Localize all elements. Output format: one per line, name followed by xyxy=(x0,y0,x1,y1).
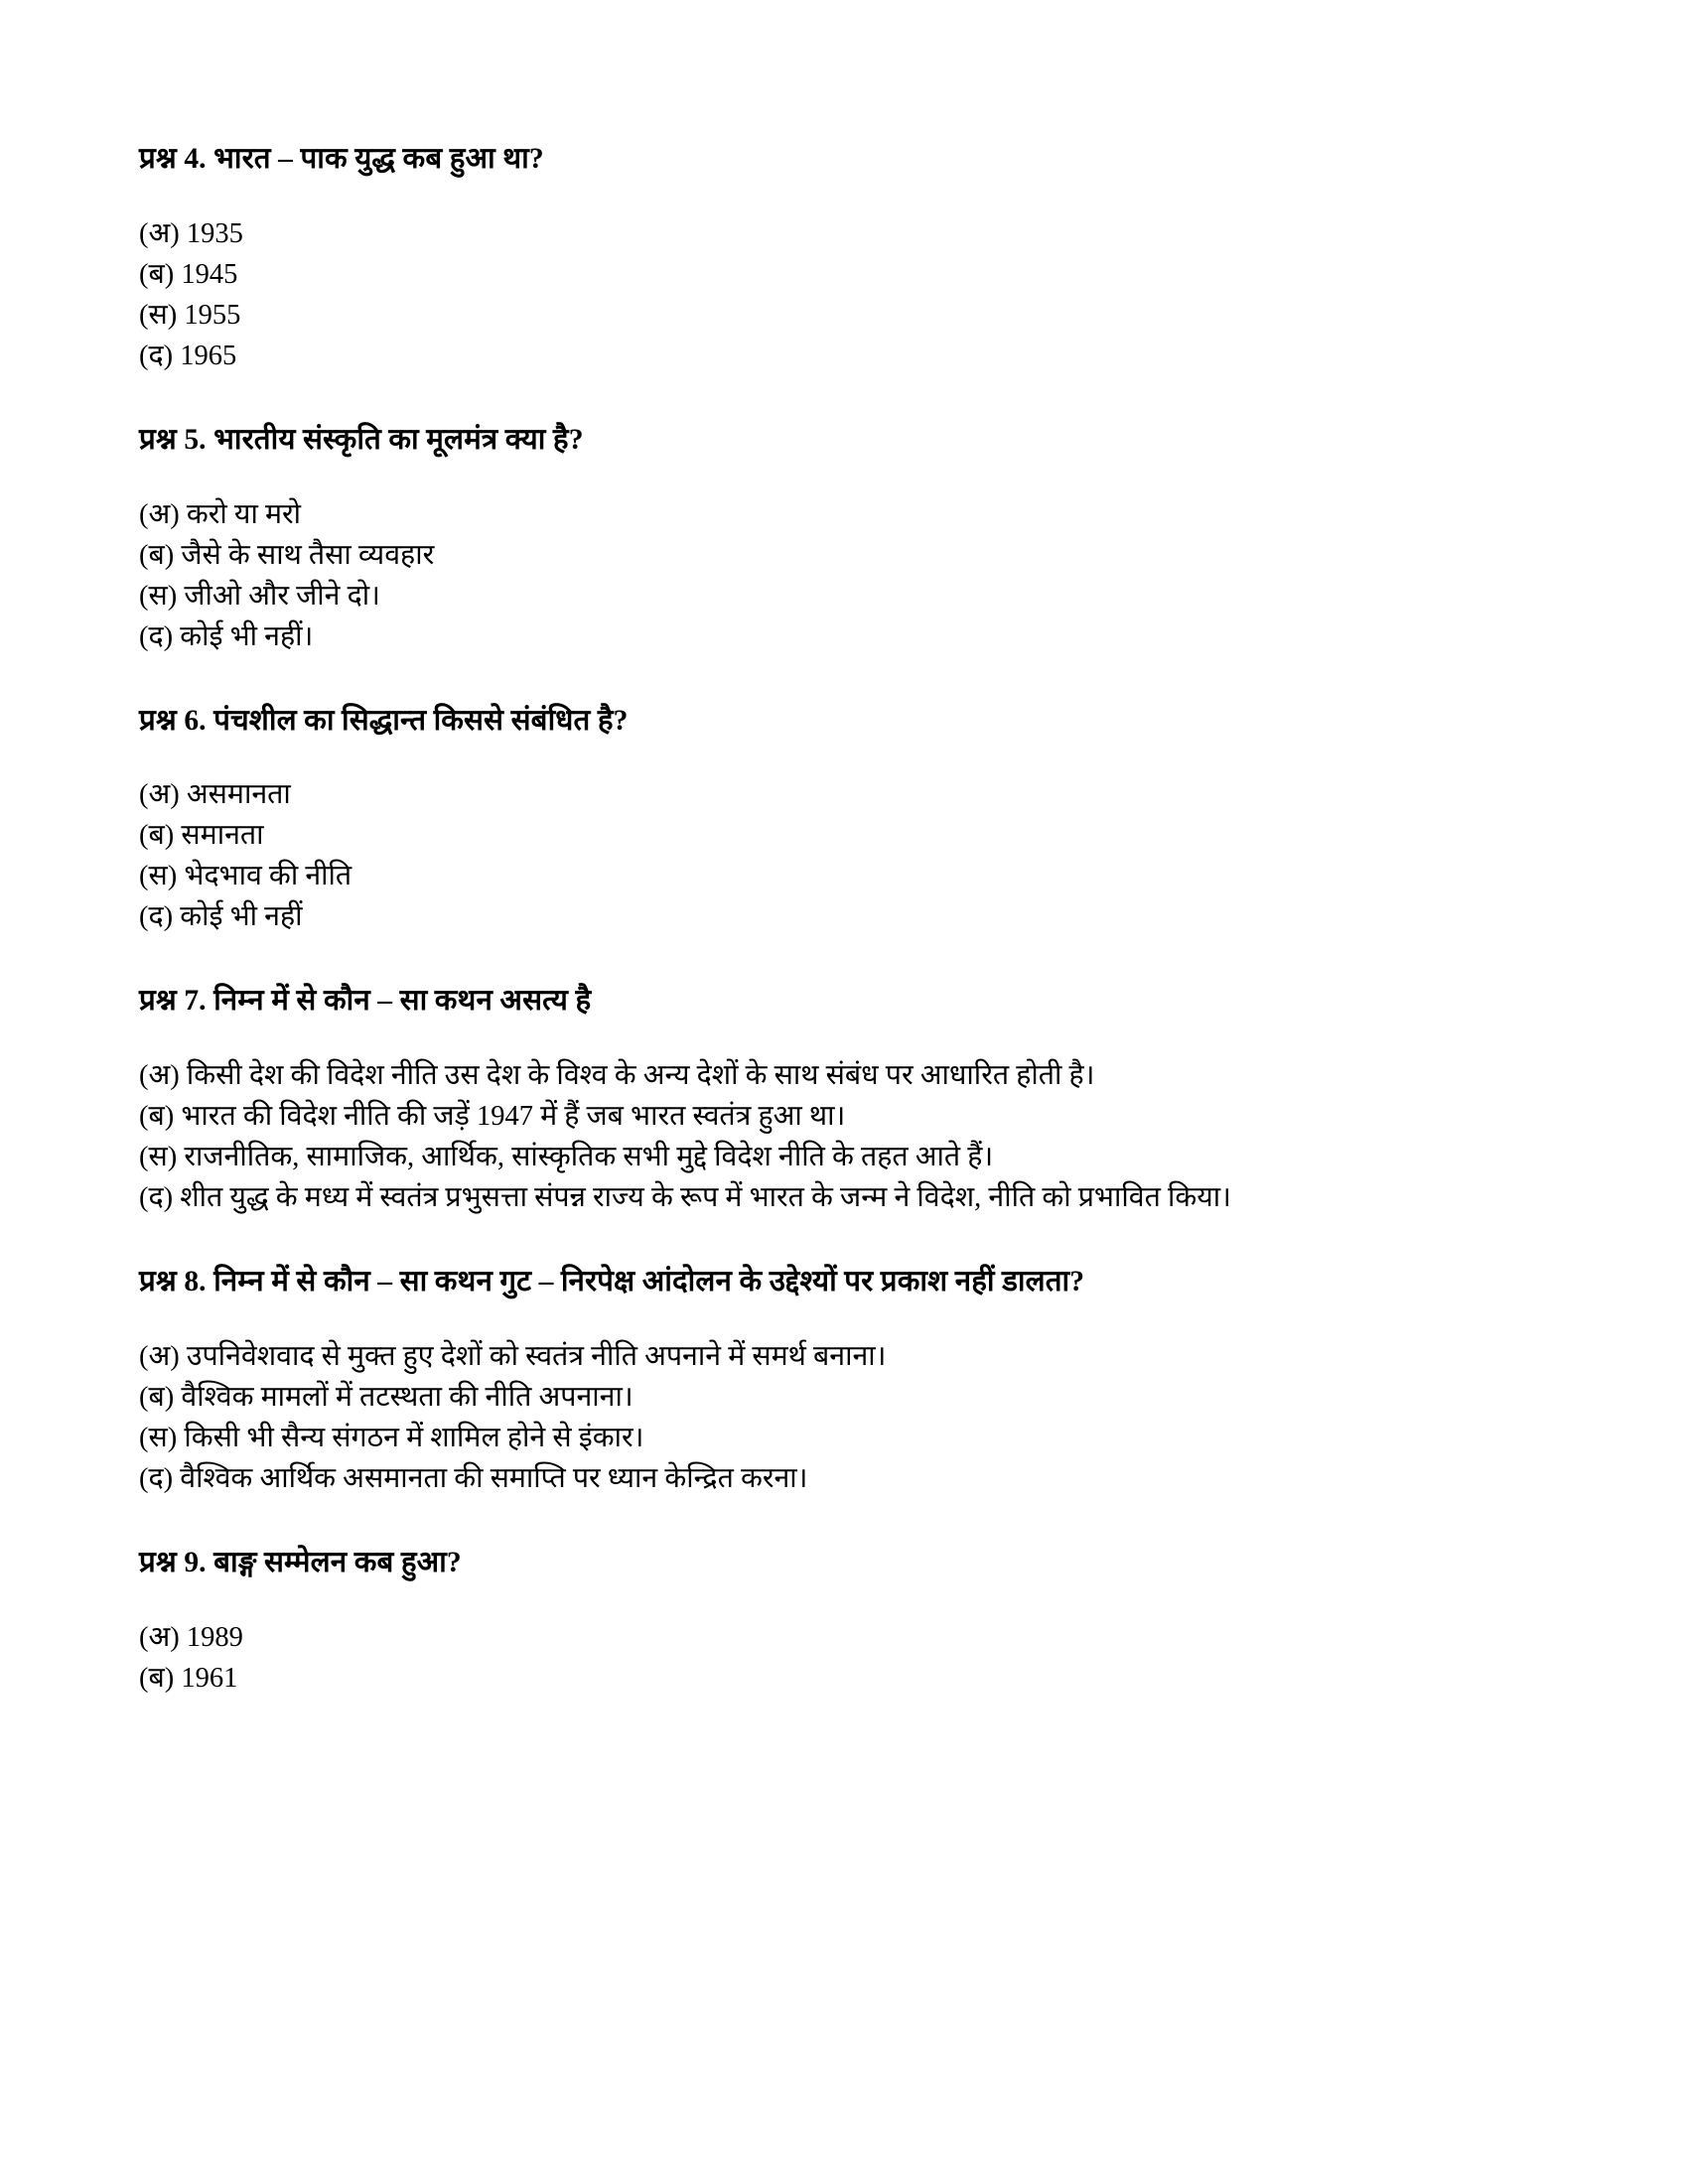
option-item: (स) जीओ और जीने दो। xyxy=(139,580,380,612)
option-item: (द) शीत युद्ध के मध्य में स्वतंत्र प्रभुसत्ता संपन्न राज्य के रूप में भारत के जन्म ने विदेश, नीति को प्रभावित किया। xyxy=(139,1182,1231,1214)
option-item: (द) कोई भी नहीं xyxy=(139,901,303,933)
option-item: (ब) 1961 xyxy=(139,1662,238,1694)
option-item: (ब) जैसे के साथ तैसा व्यवहार xyxy=(139,539,435,571)
option-item: (द) वैश्विक आर्थिक असमानता की समाप्ति पर ध्यान केन्द्रित करना। xyxy=(139,1463,808,1495)
option-item: (ब) 1945 xyxy=(139,258,238,290)
option-item: (अ) करो या मरो xyxy=(139,498,302,530)
question-heading: प्रश्न 7. निम्न में से कौन – सा कथन असत्य है xyxy=(139,985,592,1018)
option-item: (ब) वैश्विक मामलों में तटस्थता की नीति अपनाना। xyxy=(139,1382,633,1414)
question-block-4 xyxy=(139,139,1539,376)
question-heading: प्रश्न 5. भारतीय संस्कृति का मूलमंत्र क्या है? xyxy=(139,423,584,456)
question-heading: प्रश्न 4. भारत – पाक युद्ध कब हुआ था? xyxy=(139,143,544,175)
option-item: (ब) भारत की विदेश नीति की जड़ें 1947 में हैं जब भारत स्वतंत्र हुआ था। xyxy=(139,1101,846,1133)
question-heading: प्रश्न 6. पंचशील का सिद्धान्त किससे संबंधित है? xyxy=(139,704,629,737)
question-block-8 xyxy=(139,1262,1539,1499)
option-item: (अ) उपनिवेशवाद से मुक्त हुए देशों को स्वतंत्र नीति अपनाने में समर्थ बनाना। xyxy=(139,1341,887,1373)
option-item: (स) 1955 xyxy=(139,299,241,331)
option-item: (अ) असमानता xyxy=(139,779,291,811)
question-block-5 xyxy=(139,420,1539,657)
option-item: (अ) 1935 xyxy=(139,217,243,249)
option-item: (द) 1965 xyxy=(139,340,237,371)
option-list xyxy=(139,1617,1539,1699)
option-list xyxy=(139,774,1539,937)
question-block-7 xyxy=(139,981,1539,1218)
option-item: (स) किसी भी सैन्य संगठन में शामिल होने से इंकार। xyxy=(139,1423,644,1454)
question-heading: प्रश्न 8. निम्न में से कौन – सा कथन गुट – निरपेक्ष आंदोलन के उद्देश्यों पर प्रकाश नहीं डालता? xyxy=(139,1266,1085,1298)
option-item: (अ) 1989 xyxy=(139,1621,243,1653)
option-item: (स) राजनीतिक, सामाजिक, आर्थिक, सांस्कृतिक सभी मुद्दे विदेश नीति के तहत आते हैं। xyxy=(139,1142,994,1173)
option-item: (अ) किसी देश की विदेश नीति उस देश के विश्व के अन्य देशों के साथ संबंध पर आधारित होती है। xyxy=(139,1060,1095,1092)
option-list xyxy=(139,213,1539,376)
option-item: (स) भेदभाव की नीति xyxy=(139,861,352,892)
option-list xyxy=(139,494,1539,657)
option-list xyxy=(139,1055,1539,1218)
option-item: (ब) समानता xyxy=(139,820,264,852)
question-heading: प्रश्न 9. बाङ्ग सम्मेलन कब हुआ? xyxy=(139,1547,462,1579)
question-block-9 xyxy=(139,1543,1539,1699)
question-block-6 xyxy=(139,701,1539,938)
option-list xyxy=(139,1336,1539,1499)
option-item: (द) कोई भी नहीं। xyxy=(139,620,314,652)
